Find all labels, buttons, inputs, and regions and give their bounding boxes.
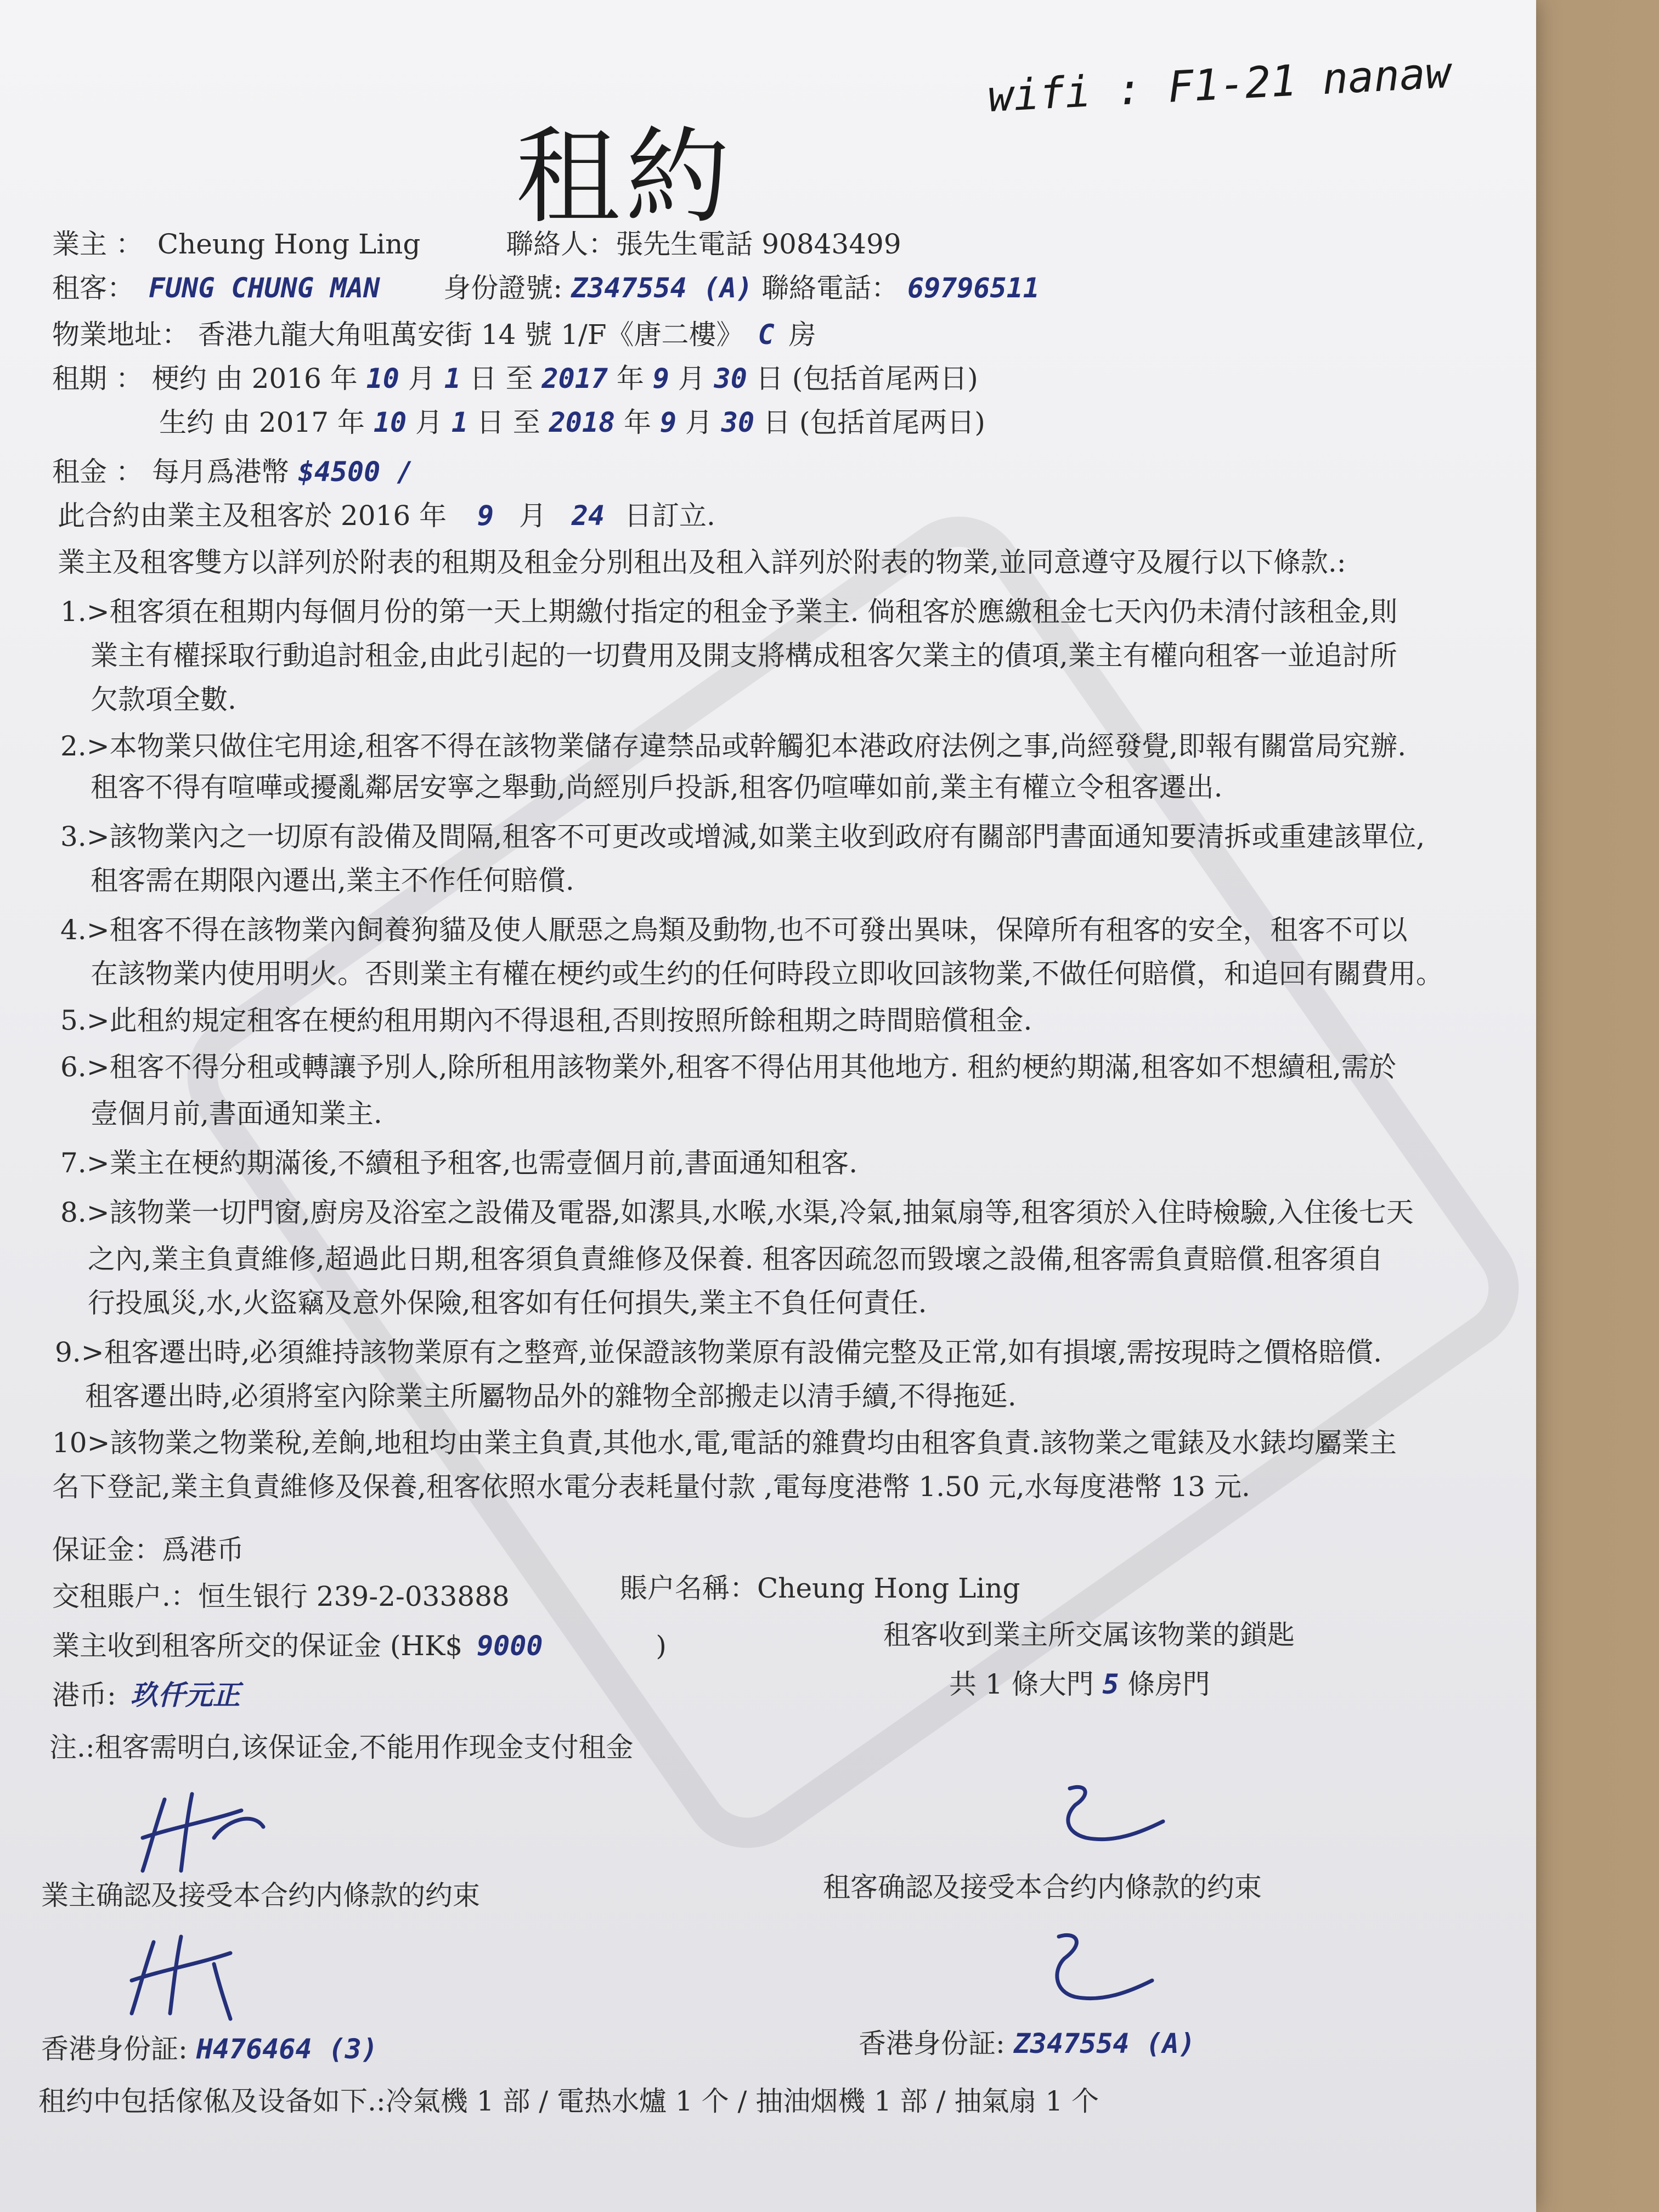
- term-fixed-mid1: 月: [408, 363, 436, 394]
- term-flex-end-day: 30: [721, 407, 755, 438]
- clause-line: 10>該物業之物業稅,差餉,地租均由業主負責,其他水,電,電話的雜費均由租客負責.該物業之電錶及水錶均屬業主: [52, 1427, 1397, 1459]
- keys-received-text: 租客收到業主所交属该物業的鎖匙: [883, 1619, 1295, 1651]
- tenant-id-value: Z347554 (A): [571, 272, 753, 304]
- term-fixed-end-month: 9: [652, 363, 669, 394]
- clause-line: 壹個月前,書面通知業主.: [91, 1098, 382, 1130]
- term-fixed-start-day: 1: [444, 363, 461, 394]
- signing-row: [58, 500, 715, 532]
- clause-line: 2.>本物業只做住宅用途,租客不得在該物業儲存違禁品或幹觸犯本港政府法例之事,尚經發覺,即報有關當局究辦.: [60, 730, 1407, 762]
- keys-count-row: [949, 1668, 1210, 1700]
- term-flex-mid2: 日 至: [476, 407, 540, 438]
- landlord-name: Cheung Hong Ling: [157, 228, 421, 260]
- landlord-confirm: 業主确認及接受本合约内條款的约束: [41, 1880, 480, 1911]
- clause-line: 在該物業内使用明火。否則業主有權在梗约或生约的任何時段立即收回該物業,不做任何賠償，和追回有關費用。: [91, 958, 1443, 990]
- signing-month: 9: [477, 500, 494, 532]
- tenant-id-label-bottom: 香港身份証:: [859, 2028, 1005, 2059]
- deposit-received-amount: 9000: [477, 1630, 543, 1662]
- term-flex-mid1: 月: [415, 407, 443, 438]
- deposit-received-close: ): [656, 1630, 667, 1662]
- address-label: 物業地址：: [52, 319, 189, 351]
- term-flex-end-month: 9: [659, 407, 677, 438]
- term-flex-mid4: 月: [685, 407, 713, 438]
- term-fixed-end-day: 30: [714, 363, 747, 394]
- rent-label: 租金 ：: [52, 456, 143, 488]
- hkd-written: 玖仟元正: [130, 1679, 240, 1711]
- clause-line: 租客不得有喧嘩或擾亂鄰居安寧之舉動,尚經別戶投訴,租客仍喧嘩如前,業主有權立令租客遷出.: [91, 771, 1223, 803]
- term-flex-prefix: 生约 由 2017 年: [159, 407, 365, 438]
- hkd-row: [52, 1681, 240, 1709]
- clause-line: 4.>租客不得在該物業內飼養狗貓及使人厭惡之鳥類及動物,也不可發出異味，保障所有租客的安全，租客不可以: [60, 914, 1408, 946]
- rent-text: 每月爲港幣: [151, 456, 289, 488]
- landlord-signature-lower: [121, 1931, 263, 2024]
- tenant-label: 租客：: [52, 272, 134, 304]
- term-flex-row: [159, 409, 985, 436]
- term-fixed-prefix: 梗约 由 2016 年: [151, 363, 358, 394]
- term-flex-suffix: 日 (包括首尾两日): [763, 407, 985, 438]
- clause-line: 名下登記,業主負責維修及保養,租客依照水電分表耗量付款 ,電每度港幣 1.50 元,水每度港幣 13 元.: [52, 1471, 1250, 1503]
- tenant-phone-value: 69796511: [907, 272, 1040, 304]
- signing-text: 此合約由業主及租客於 2016 年: [58, 500, 447, 532]
- intro-text: 業主及租客雙方以詳列於附表的租期及租金分別租出及租入詳列於附表的物業,並同意遵守及履行以下條款.:: [58, 546, 1346, 578]
- clause-line: 行投風災,水,火盜竊及意外保險,租客如有任何損失,業主不負任何責任.: [88, 1287, 927, 1319]
- landlord-id-label: 香港身份証:: [41, 2033, 188, 2065]
- term-fixed-end-year: 2017: [541, 363, 608, 394]
- address-room-suffix: 房: [788, 319, 816, 351]
- deposit-received-row: [52, 1632, 667, 1660]
- signing-day-suffix: 日訂立.: [624, 500, 715, 532]
- keys-rooms: 5: [1102, 1668, 1119, 1700]
- keys-prefix: 共 1 條大門: [949, 1668, 1094, 1700]
- deposit-note: 注.:租客需明白,该保证金,不能用作现金支付租金: [49, 1731, 634, 1763]
- landlord-row: [52, 230, 901, 258]
- clause-line: 1.>租客須在租期内每個月份的第一天上期繳付指定的租金予業主. 倘租客於應繳租金七天內仍未清付該租金,則: [60, 596, 1398, 628]
- rent-account: 交租賬户.：恒生银行 239-2-033888: [52, 1581, 510, 1612]
- term-flex-start-month: 10: [373, 407, 407, 438]
- term-flex-mid3: 年: [624, 407, 652, 438]
- tenant-phone-label: 聯絡電話：: [761, 272, 899, 304]
- term-fixed-mid4: 月: [678, 363, 706, 394]
- term-fixed-mid3: 年: [616, 363, 644, 394]
- rent-amount: $4500 /: [297, 456, 414, 488]
- clause-line: 欠款項全數.: [91, 684, 236, 715]
- address-room: C: [758, 319, 775, 351]
- tenant-signature-upper: [1053, 1778, 1174, 1865]
- tenant-signature-lower: [1042, 1926, 1163, 2019]
- clause-line: 5.>此租約規定租客在梗約租用期內不得退租,否則按照所餘租期之時間賠償租金.: [60, 1005, 1032, 1036]
- address-row: [52, 319, 816, 351]
- clause-line: 3.>該物業內之一切原有設備及間隔,租客不可更改或增減,如業主收到政府有關部門書面通知要清拆或重建該單位,: [60, 821, 1425, 853]
- account-name: 賬户名稱：Cheung Hong Ling: [620, 1572, 1020, 1604]
- term-fixed-row: [52, 365, 978, 392]
- term-flex-start-day: 1: [451, 407, 468, 438]
- landlord-signature-upper: [132, 1788, 274, 1876]
- tenant-name: FUNG CHUNG MAN: [148, 272, 380, 304]
- clause-line: 6.>租客不得分租或轉讓予別人,除所租用該物業外,租客不得佔用其他地方. 租約梗約期滿,租客如不想續租,需於: [60, 1051, 1396, 1083]
- deposit-received-text: 業主收到租客所交的保证金 (HK$: [52, 1630, 463, 1662]
- term-fixed-suffix: 日 (包括首尾两日): [755, 363, 978, 394]
- term-fixed-start-month: 10: [366, 363, 399, 394]
- keys-suffix: 條房門: [1127, 1668, 1210, 1700]
- term-fixed-mid2: 日 至: [469, 363, 533, 394]
- watermark-frame: [162, 491, 1545, 1874]
- hkd-label: 港币:: [52, 1679, 116, 1711]
- signing-day: 24: [571, 500, 605, 532]
- tenant-id-label: 身份證號:: [443, 272, 563, 304]
- tenant-row: [52, 274, 1040, 302]
- signing-month-suffix: 月: [518, 500, 546, 532]
- clause-line: 租客需在期限內遷出,業主不作任何賠償.: [91, 865, 574, 896]
- landlord-id-row: [41, 2035, 378, 2063]
- clause-line: 租客遷出時,必須將室內除業主所屬物品外的雜物全部搬走以清手續,不得拖延.: [85, 1380, 1017, 1412]
- tenant-confirm: 租客确認及接受本合约内條款的约束: [823, 1871, 1262, 1903]
- deposit-label: 保证金：爲港币: [52, 1534, 244, 1566]
- landlord-id-value: H476464 (3): [196, 2033, 378, 2065]
- tenant-id-row: [859, 2030, 1195, 2057]
- clause-line: 7.>業主在梗約期滿後,不續租予租客,也需壹個月前,書面通知租客.: [60, 1147, 858, 1179]
- clause-line: 之內,業主負責維修,超過此日期,租客須負責維修及保養. 租客因疏忽而毀壞之設備,租客需負責賠償.租客須自: [88, 1243, 1384, 1275]
- term-label: 租期 ：: [52, 363, 143, 394]
- term-flex-end-year: 2018: [549, 407, 616, 438]
- landlord-label: 業主 ：: [52, 228, 143, 260]
- tenant-id-value-bottom: Z347554 (A): [1013, 2028, 1195, 2059]
- wifi-handwritten-note: wifi : F1-21 nanaw: [986, 48, 1453, 122]
- clause-line: 8.>該物業一切門窗,廚房及浴室之設備及電器,如潔具,水喉,水渠,冷氣,抽氣扇等,租客須於入住時檢驗,入住後七天: [60, 1197, 1414, 1228]
- clause-line: 9.>租客遷出時,必須維持該物業原有之整齊,並保證該物業原有設備完整及正常,如有損壞,需按現時之價格賠償.: [55, 1336, 1383, 1368]
- inventory-list: 租约中包括傢俬及设备如下.:冷氣機 1 部 / 電热水爐 1 个 / 抽油烟機 1 部 / 抽氣扇 1 个: [38, 2085, 1099, 2117]
- document-title: 租約: [516, 116, 736, 238]
- rent-row: [52, 458, 413, 486]
- address-value: 香港九龍大角咀萬安街 14 號 1/F《唐二樓》: [198, 319, 744, 351]
- landlord-contact: 聯絡人：張先生電話 90843499: [506, 228, 901, 260]
- clause-line: 業主有權採取行動追討租金,由此引起的一切費用及開支將構成租客欠業主的債項,業主有權向租客一並追討所: [91, 640, 1397, 672]
